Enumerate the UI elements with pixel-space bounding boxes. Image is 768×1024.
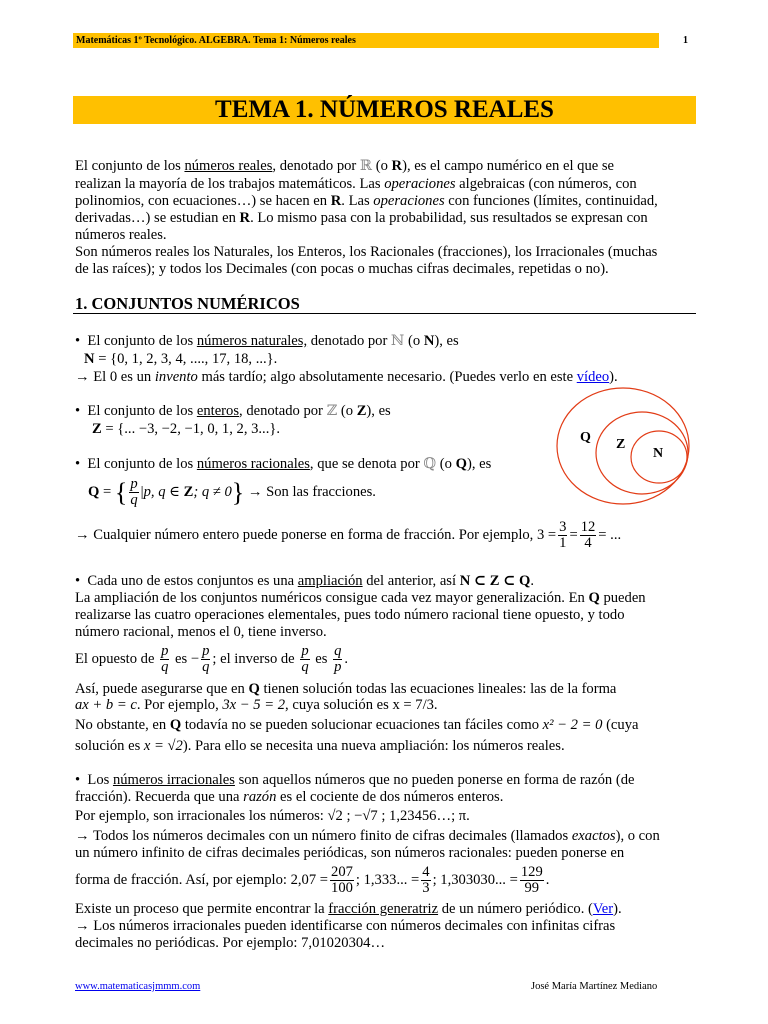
label-q: Q — [580, 430, 591, 445]
label-n: N — [653, 446, 664, 461]
intro-line-1: El conjunto de los números reales, denotado por ℝ (o R), es el campo numérico en el que se — [75, 158, 615, 174]
intro-line-4: derivadas…) se estudian en R. Lo mismo pasa con la probabilidad, sus resultados se expresan con — [75, 210, 648, 226]
extension-line-3: realizarse las cuatro operaciones elementales, pues todo número racional tiene opuesto, y todo — [75, 607, 625, 623]
irrationals-line-7: Existe un proceso que permite encontrar la fracción generatriz de un número periódico. (Ver). — [75, 901, 622, 917]
naturals-set: N = {0, 1, 2, 3, 4, ...., 17, 18, ...}. — [84, 351, 278, 367]
naturals-line: • El conjunto de los números naturales, denotado por ℕ (o N), es — [75, 333, 459, 349]
section-heading: 1. CONJUNTOS NUMÉRICOS — [75, 294, 300, 313]
intro-line-3: polinomios, con ecuaciones…) se hacen en R. Las operaciones con funciones (límites, continuidad, — [75, 193, 658, 209]
irrationals-line-3: Por ejemplo, son irracionales los números: √2 ; −√7 ; 1,23456…; π. — [75, 808, 470, 824]
rationals-line: • El conjunto de los números racionales, que se denota por ℚ (o Q), es — [75, 456, 492, 472]
rationals-definition: Q = { $\frac{p}{q}$ |p, q ∈ Z; q ≠ 0} → Son las fracciones. — [88, 476, 376, 508]
footer-author: José María Martínez Mediano — [531, 981, 658, 992]
irrationals-line-2: fracción). Recuerda que una razón es el cociente de dos números enteros. — [75, 789, 504, 805]
video-link[interactable]: vídeo — [576, 369, 610, 385]
rationals-example: → Cualquier número entero puede ponerse en forma de fracción. Por ejemplo, 3 = $\frac{3}{1}$ = $\frac{12}{4}$ = ... — [75, 519, 622, 551]
ver-link[interactable]: Ver — [592, 901, 614, 917]
integers-line: • El conjunto de los enteros, denotado por ℤ (o Z), es — [75, 403, 391, 419]
extension-line-1: • Cada uno de estos conjuntos es una ampliación del anterior, así N ⊂ Z ⊂ Q. — [75, 573, 535, 589]
extension-line-2: La ampliación de los conjuntos numéricos consigue cada vez mayor generalización. En Q pueden — [75, 590, 646, 606]
extension-opposite: El opuesto de $\frac{p}{q}$ es − $\frac{p}{q}$ ; el inverso de $\frac{p}{q}$ es $\frac{q}{p}$ . — [75, 643, 349, 675]
page-title: TEMA 1. NÚMEROS REALES — [215, 96, 554, 123]
section-rule — [73, 313, 696, 314]
irrationals-line-5: un número infinito de cifras decimales periódicas, son números racionales: pueden ponerse en — [75, 845, 625, 861]
irrationals-line-4: → Todos los números decimales con un número finito de cifras decimales (llamados exactos), o con — [75, 828, 660, 844]
intro-line-6: Son números reales los Naturales, los Enteros, los Racionales (fracciones), los Irracionales (muchas — [75, 244, 658, 260]
footer-website-link[interactable]: www.matematicasjmmm.com — [75, 981, 201, 992]
irrationals-line-9: decimales no periódicas. Por ejemplo: 7,01020304… — [75, 935, 386, 951]
sets-diagram — [556, 386, 706, 506]
intro-line-2: realizan la mayoría de los trabajos matemáticos. Las operaciones algebraicas (con números, con — [75, 176, 637, 192]
extension-line-4: número racional, menos el 0, tiene inverso. — [75, 624, 327, 640]
irrationals-examples: forma de fracción. Así, por ejemplo: 2,07 = $\frac{207}{100}$ ; 1,333... = $\frac{4}{3}$ ; 1,303030... = $\frac{129}{99}$ . — [75, 864, 550, 896]
extension-line-9: solución es x = √2). Para ello se necesita una nueva ampliación: los números reales. — [75, 738, 565, 754]
intro-line-5: números reales. — [75, 227, 167, 243]
label-z: Z — [616, 437, 626, 452]
naturals-note: → El 0 es un invento más tardío; algo absolutamente necesario. (Puedes verlo en este vídeo). — [75, 369, 618, 385]
z-set-circle — [596, 412, 688, 494]
header-text: Matemáticas 1º Tecnológico. ALGEBRA. Tema 1: Números reales — [76, 35, 356, 46]
extension-line-7: ax + b = c. Por ejemplo, 3x − 5 = 2, cuya solución es x = 7/3. — [75, 697, 438, 713]
page-number: 1 — [683, 35, 688, 46]
extension-line-6: Así, puede asegurarse que en Q tienen solución todas las ecuaciones lineales: las de la forma — [75, 681, 617, 697]
integers-set: Z = {... −3, −2, −1, 0, 1, 2, 3...}. — [92, 421, 281, 437]
extension-line-8: No obstante, en Q todavía no se pueden solucionar ecuaciones tan fáciles como x² − 2 = 0 (cuya — [75, 717, 639, 733]
intro-line-7: de las raíces); y todos los Decimales (con pocas o muchas cifras decimales, repetidas o no). — [75, 261, 609, 277]
irrationals-line-1: • Los números irracionales son aquellos números que no pueden ponerse en forma de razón (de — [75, 772, 635, 788]
irrationals-line-8: → Los números irracionales pueden identificarse con números decimales con infinitas cifras — [75, 918, 616, 934]
